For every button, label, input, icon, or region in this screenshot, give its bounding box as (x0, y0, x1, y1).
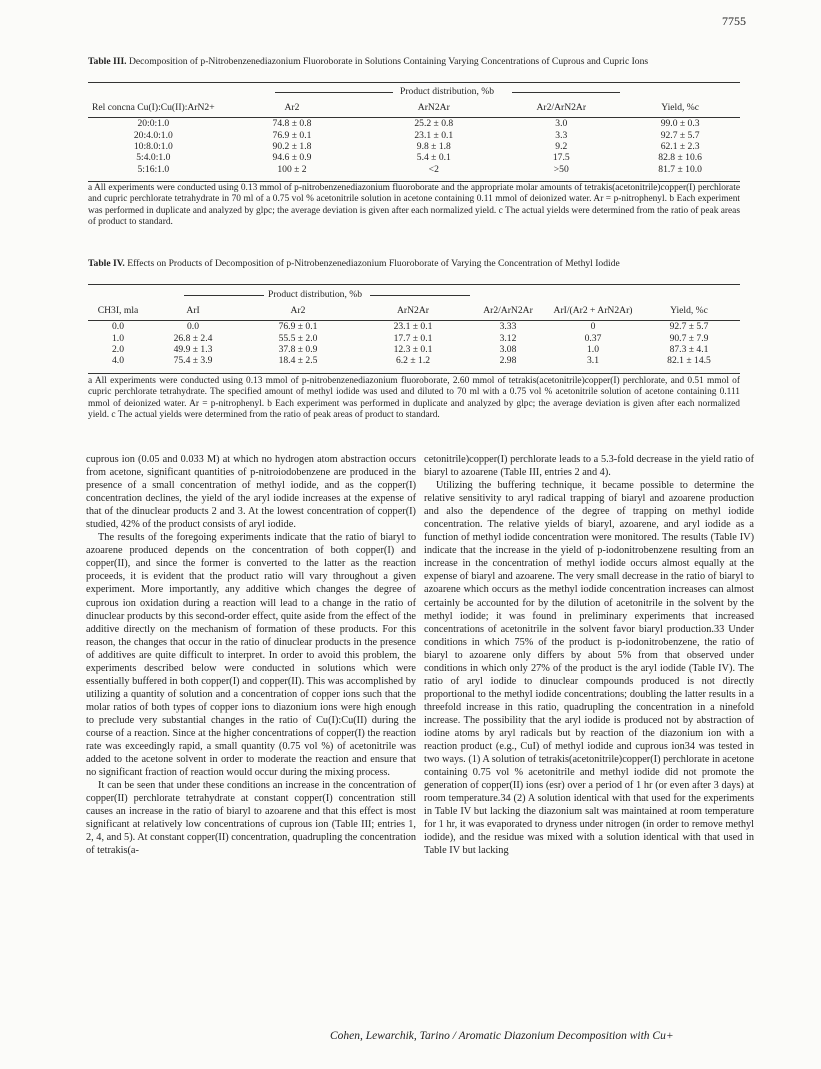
table3-footnote: a All experiments were conducted using 0.13 mmol of p-nitrobenzenediazonium fluoroborate and the appropriate molar amounts of tetrakis(acetonitrile)copper(I) perchlorate and cupric perchlorate tetrahydrate in 70 ml of a 0.75 vol % acetonitrile solution in acetone containing 0.11 mmol of deionized water. Ar = p-nitrophenyl. b Each experiment was performed in duplicate and analyzed by glpc; the average deviation is given after each normalized yield. c The actual yields were determined from the ratio of peak areas of product to standard. (88, 183, 740, 228)
page-number: 7755 (722, 14, 746, 28)
table3-cell: 100 ± 2 (277, 163, 307, 175)
table4-cell: 55.5 ± 2.0 (278, 332, 318, 344)
table4-cell: 1.0 (112, 332, 124, 344)
running-footer: Cohen, Lewarchik, Tarino / Aromatic Diazonium Decomposition with Cu+ (330, 1030, 674, 1042)
table3-header-ratio: Ar2/ArN2Ar (536, 101, 587, 113)
table3-cell: 99.0 ± 0.3 (660, 118, 700, 130)
table4-cell: 0.0 (112, 321, 124, 333)
table3-header-relconc: Rel concna Cu(I):Cu(II):ArN2+ (92, 101, 215, 113)
table4-cell: 76.9 ± 0.1 (278, 321, 318, 333)
table4-cell: 1.0 (587, 343, 599, 355)
table3-header-yield: Yield, %c (661, 101, 700, 113)
table4-row (88, 344, 740, 355)
table3-cell: <2 (428, 163, 439, 175)
table4-cell: 17.7 ± 0.1 (393, 332, 433, 344)
table4-header-ari: ArI (186, 304, 200, 316)
table4-header-ar2: Ar2 (290, 304, 306, 316)
table4-cell: 12.3 ± 0.1 (393, 343, 433, 355)
table3-header-ar2: Ar2 (284, 101, 300, 113)
table4-cell: 3.33 (499, 321, 517, 333)
table3-cell: 5.4 ± 0.1 (416, 152, 451, 164)
table3-row (88, 118, 740, 129)
table3-bottom-rule (88, 181, 740, 182)
table4-cell: 90.7 ± 7.9 (669, 332, 709, 344)
right-column (424, 453, 754, 857)
table4-cell: 0.37 (584, 332, 602, 344)
table3-row (88, 141, 740, 152)
table4-cell: 75.4 ± 3.9 (173, 355, 213, 367)
table3-cell: 3.3 (555, 129, 568, 141)
table4-header-ari-ratio: ArI/(Ar2 + ArN2Ar) (553, 304, 633, 316)
table3-row (88, 129, 740, 140)
table3-cell: 3.0 (555, 118, 568, 130)
table4-footnote: a All experiments were conducted using 0.13 mmol of p-nitrobenzenediazonium fluoroborate, 2.60 mmol of tetrakis(acetonitrile)copper(I) perchlorate, and 0.51 mmol of cupric perchlorate tetrahydrate. The specified amount of methyl iodide was used and diluted to 70 ml with a 0.75 vol % acetonitrile solution of acetone containing 0.111 mmol of deionized water. Ar = p-nitrophenyl. b Each experiment was performed in duplicate and analyzed by glpc; the average deviation is given after each normalized yield. c The actual yields were determined from the ratio of peak areas of product to standard. (88, 376, 740, 421)
table3-cell: 20:0:1.0 (137, 118, 170, 130)
table3-top-rule (88, 82, 740, 83)
table4-header-yield: Yield, %c (670, 304, 708, 316)
table3-cell: 90.2 ± 1.8 (272, 140, 312, 152)
table4-cell: 0 (590, 321, 596, 333)
table4-cell: 4.0 (112, 355, 124, 367)
table4-row (88, 321, 740, 332)
table4-header-row (88, 303, 740, 317)
table4-cell: 3.1 (587, 355, 599, 367)
table4-label: Table IV. (88, 258, 125, 269)
table3-cell: 82.8 ± 10.6 (658, 152, 702, 164)
table4-group-header: Product distribution, %b (268, 289, 363, 300)
table4-cell: 18.4 ± 2.5 (278, 355, 318, 367)
table3-cell: 94.6 ± 0.9 (272, 152, 312, 164)
left-column (86, 453, 416, 857)
right-paragraph-2: Utilizing the buffering technique, it became possible to determine the relative sensitivity to aryl radical trapping of biaryl and azoarene production and also the dependence of the degree of trapping on methyl iodide concentration. The relative yields of biaryl, azoarene, and aryl iodide as a function of methyl iodide concentration were monitored. The results (Table IV) indicate that the increase in the yield of p-iodonitrobenzene resulting from an increase in the concentration of methyl iodide occurs almost equally at the expense of biaryl and azoarene. The very small decrease in the ratio of biaryl to azoarene which occurs as the methyl iodide concentration increases can almost certainly be accounted for by the dilution of acetonitrile in the solvent by the methyl iodide; it was found in preliminary experiments that increased concentrations of acetonitrile in the solvent favor biaryl production.33 Under conditions in which 75% of the product is p-iodonitrobenzene, the ratio of biaryl to azoarene only differs by about 5% from that observed under conditions in which only 27% of the product is the aryl iodide (Table IV). The ratio of aryl iodide to dinuclear compounds produced is not directly proportional to the methyl iodide concentrations; doubling the latter results in a threefold increase in this ratio, quadrupling the concentration in a ninefold increase. The possibility that the aryl iodide is produced not by abstraction of iodine atoms by aryl radicals but by reaction of the diazonium ion with a reaction product (e.g., CuI) of methyl iodide and cuprous ion34 was tested in two ways. (1) A solution of tetrakis(acetonitrile)copper(I) perchlorate in acetone containing 0.75 vol % acetonitrile and methyl iodide did not promote the generation of copper(II) ions (esr) over a period of 1 hr (or even after 3 days) at room temperature.34 (2) A solution identical with that used for the experiments in Table IV but lacking the diazonium salt was maintained at room temperature for 1 hr, it was evaporated to dryness under nitrogen (in order to remove methyl iodide), and the residue was mixed with a solution identical with that used in Table IV but lacking (424, 480, 754, 857)
table4-cell: 3.12 (499, 332, 517, 344)
table4-title (88, 258, 648, 270)
table4-row (88, 332, 740, 343)
table3-cell: 20:4.0:1.0 (133, 129, 173, 141)
table4-cell: 3.08 (499, 343, 517, 355)
table4-header-rule (88, 320, 740, 321)
table3-cell: 23.1 ± 0.1 (414, 129, 454, 141)
left-paragraph-3: It can be seen that under these conditions an increase in the concentration of copper(II) perchlorate tetrahydrate at constant copper(I) concentration still causes an increase in the ratio of biaryl to azoarene and that this effect is most significant at relatively low concentrations of cuprous ion (Table III; entries 1, 2, 4, and 5). At constant copper(II) concentration, quadrupling the concentration of tetrakis(a- (86, 780, 416, 857)
table3-header-row (88, 100, 740, 114)
table3-cell: 74.8 ± 0.8 (272, 118, 312, 130)
table4-row (88, 355, 740, 366)
table4-top-rule (88, 284, 740, 285)
table3-group-header: Product distribution, %b (400, 86, 495, 97)
table4-header-ch3i: CH3I, mla (97, 304, 139, 316)
table3-cell: 5:4.0:1.0 (136, 152, 171, 164)
table3-cell: 17.5 (552, 152, 570, 164)
left-paragraph-2: The results of the foregoing experiments indicate that the ratio of biaryl to azoarene produced depends on the concentration of both copper(I) and copper(II), and since the former is converted to the latter as the reaction proceeds, it is evident that the product ratio will vary throughout a given experiment. More importantly, any additive which changes the degree of cuprous ion oxidation during a reaction will lead to a change in the ratio of dinuclear products by this second-order effect, quite aside from the effect of the additive directly on the mechanism of formation of these products. For this reason, the changes that occur in the ratio of dinuclear products in the presence of additives are quite difficult to interpret. In order to avoid this problem, the experiments described below were conducted in solutions which were essentially buffered in both copper(I) and copper(II). This was accomplished by utilizing a quantity of solution and a concentration of copper ions such that the molar ratios of both types of copper ions to diazonium ions were high enough to preclude very substantial changes in the ratio of Cu(I):Cu(II) during the course of a reaction. Since at the higher concentrations of copper(I) the reaction rate was exceedingly rapid, a small quantity (0.75 vol %) of acetonitrile was added to the acetone solvent in order to moderate the reaction and ensure that no significant fraction of reaction would occur during the mixing process. (86, 532, 416, 779)
right-paragraph-1: cetonitrile)copper(I) perchlorate leads to a 5.3-fold decrease in the yield ratio of biaryl to azoarene (Table III, entries 2 and 4). (424, 454, 754, 479)
table4-cell: 0.0 (187, 321, 199, 333)
table3-title (88, 56, 728, 68)
table4-caption: Effects on Products of Decomposition of p-Nitrobenzenediazonium Fluoroborate of Varying the Concentration of Methyl Iodide (127, 258, 620, 269)
left-paragraph-1: cuprous ion (0.05 and 0.033 M) at which no hydrogen atom abstraction occurs from acetone, significant quantities of p-nitroiodobenzene are produced in the presence of a small concentration of methyl iodide, and as the copper(I) concentration declines, the yield of the aryl iodide increases at the expense of that of the dinuclear products 2 and 3. At the lowest concentration of copper(I) studied, 42% of the product consists of aryl iodide. (86, 454, 416, 531)
table3-cell: 9.8 ± 1.8 (416, 140, 451, 152)
table3-header-arn2ar: ArN2Ar (417, 101, 450, 113)
table3-caption: Decomposition of p-Nitrobenzenediazonium Fluoroborate in Solutions Containing Varying Concentrations of Cuprous and Cupric Ions (128, 56, 649, 67)
table4-cell: 82.1 ± 14.5 (667, 355, 711, 367)
table3-cell: >50 (553, 163, 569, 175)
table3-cell: 9.2 (555, 140, 568, 152)
table3-cell: 92.7 ± 5.7 (660, 129, 700, 141)
table3-cell: 62.1 ± 2.3 (660, 140, 700, 152)
table4-cell: 37.8 ± 0.9 (278, 343, 318, 355)
table3-header-rule (88, 117, 740, 118)
table3-cell: 5:16:1.0 (137, 163, 170, 175)
table4-cell: 49.9 ± 1.3 (173, 343, 213, 355)
table4-cell: 26.8 ± 2.4 (173, 332, 213, 344)
table3-cell: 76.9 ± 0.1 (272, 129, 312, 141)
table3-cell: 81.7 ± 10.0 (658, 163, 702, 175)
table4-cell: 23.1 ± 0.1 (393, 321, 433, 333)
table3-cell: 10:8.0:1.0 (133, 140, 173, 152)
table4-bottom-rule (88, 373, 740, 374)
table4-cell: 92.7 ± 5.7 (669, 321, 709, 333)
table4-cell: 87.3 ± 4.1 (669, 343, 709, 355)
table4-header-ratio: Ar2/ArN2Ar (483, 304, 533, 316)
table3-cell: 25.2 ± 0.8 (414, 118, 454, 130)
table4-cell: 2.0 (112, 343, 124, 355)
table3-row (88, 152, 740, 163)
table3-row (88, 164, 740, 175)
table4-header-arn2ar: ArN2Ar (397, 304, 429, 316)
table4 (88, 291, 740, 367)
table4-cell: 2.98 (499, 355, 517, 367)
table4-cell: 6.2 ± 1.2 (395, 355, 431, 367)
table3 (88, 88, 740, 175)
table3-label: Table III. (88, 56, 127, 67)
